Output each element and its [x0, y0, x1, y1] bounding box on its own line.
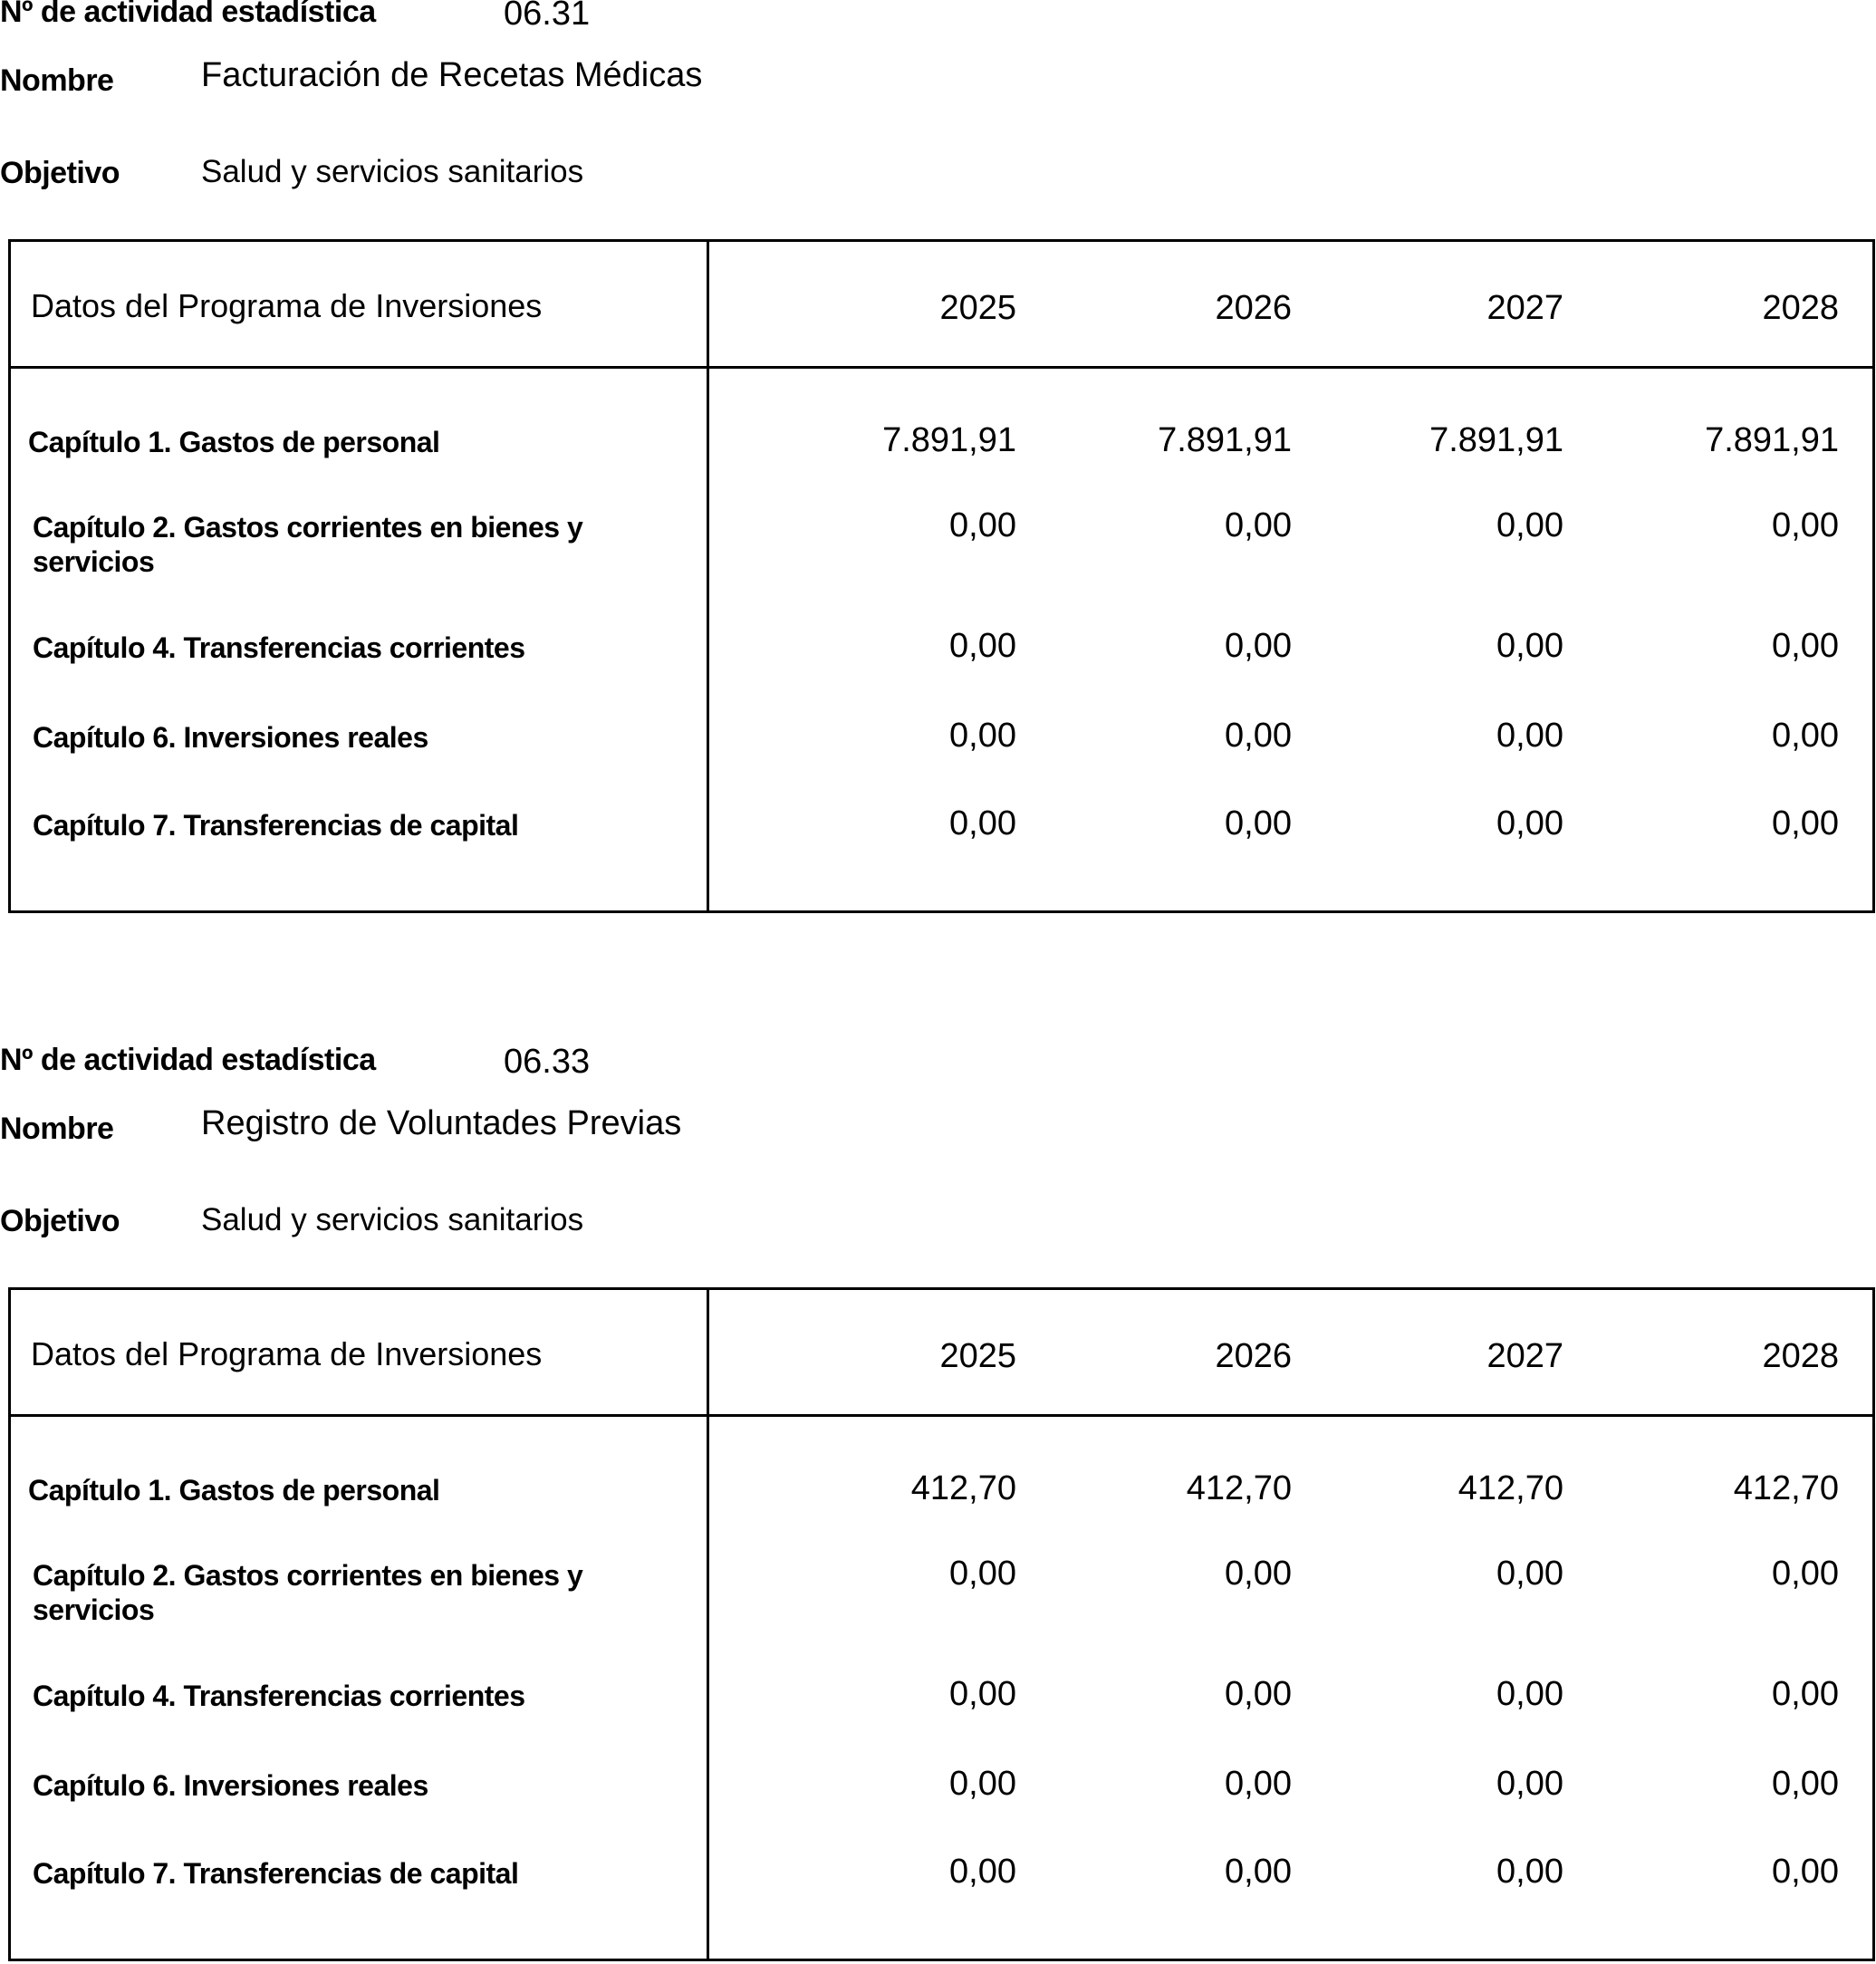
row-value: 0,00 [1496, 1555, 1563, 1593]
row-label: Capítulo 7. Transferencias de capital [33, 809, 519, 842]
table-header-title: Datos del Programa de Inversiones [31, 1335, 543, 1372]
name-value: Facturación de Recetas Médicas [201, 56, 703, 94]
row-label: Capítulo 7. Transferencias de capital [33, 1857, 519, 1890]
row-value: 0,00 [1225, 506, 1292, 544]
objective-value: Salud y servicios sanitarios [201, 154, 584, 189]
table-row [11, 1675, 1872, 1729]
name-value: Registro de Voluntades Previas [201, 1104, 682, 1142]
row-value: 0,00 [949, 1765, 1016, 1803]
row-label: Capítulo 1. Gastos de personal [28, 426, 440, 458]
row-value: 0,00 [1772, 1765, 1839, 1803]
table-row [11, 804, 1872, 859]
table-row [11, 717, 1872, 771]
year-header: 2028 [1762, 1337, 1839, 1375]
row-value: 7.891,91 [882, 421, 1016, 459]
row-value: 412,70 [910, 1469, 1016, 1507]
row-value: 0,00 [949, 627, 1016, 665]
table-row [11, 1555, 1872, 1626]
row-value: 0,00 [1772, 627, 1839, 665]
row-value: 412,70 [1733, 1469, 1839, 1507]
table-row [11, 627, 1872, 681]
activity-number-label: Nº de actividad estadística [0, 0, 376, 29]
row-value: 0,00 [1496, 1853, 1563, 1891]
table-row [11, 421, 1872, 476]
row-label: Capítulo 4. Transferencias corrientes [33, 631, 525, 664]
row-value: 7.891,91 [1158, 421, 1292, 459]
year-header: 2027 [1486, 289, 1563, 327]
activity-number-value: 06.31 [504, 0, 591, 33]
row-value: 0,00 [949, 804, 1016, 842]
row-value: 0,00 [1772, 1675, 1839, 1713]
activity-number-label: Nº de actividad estadística [0, 1043, 376, 1077]
activity-number-value: 06.33 [504, 1043, 591, 1081]
activity-section [0, 0, 1876, 915]
year-header: 2027 [1486, 1337, 1563, 1375]
row-value: 0,00 [1496, 1765, 1563, 1803]
row-value: 0,00 [1225, 1853, 1292, 1891]
row-value: 0,00 [1772, 1853, 1839, 1891]
row-value: 0,00 [1225, 627, 1292, 665]
row-value: 0,00 [1225, 1675, 1292, 1713]
row-value: 0,00 [1772, 1555, 1839, 1593]
objective-label: Objetivo [0, 1204, 120, 1238]
row-label: Capítulo 2. Gastos corrientes en bienes y servicios [33, 511, 583, 578]
row-value: 0,00 [1496, 1675, 1563, 1713]
header-divider [11, 366, 1872, 369]
row-label: Capítulo 6. Inversiones reales [33, 721, 428, 754]
row-value: 0,00 [949, 1555, 1016, 1593]
name-label: Nombre [0, 1112, 114, 1146]
row-value: 0,00 [949, 506, 1016, 544]
year-header: 2025 [939, 289, 1016, 327]
investment-table [8, 1287, 1875, 1961]
row-value: 0,00 [1225, 1555, 1292, 1593]
row-value: 7.891,91 [1705, 421, 1839, 459]
row-value: 0,00 [1496, 506, 1563, 544]
row-value: 0,00 [1772, 506, 1839, 544]
row-value: 0,00 [1225, 804, 1292, 842]
row-value: 0,00 [949, 1853, 1016, 1891]
header-divider [11, 1414, 1872, 1417]
row-value: 7.891,91 [1429, 421, 1563, 459]
table-row [11, 1853, 1872, 1907]
year-header: 2025 [939, 1337, 1016, 1375]
row-value: 0,00 [1225, 717, 1292, 755]
row-value: 0,00 [1496, 804, 1563, 842]
row-value: 0,00 [1772, 717, 1839, 755]
row-value: 412,70 [1458, 1469, 1563, 1507]
table-header-title: Datos del Programa de Inversiones [31, 287, 543, 324]
row-value: 0,00 [1496, 627, 1563, 665]
year-header: 2026 [1215, 1337, 1292, 1375]
year-header: 2028 [1762, 289, 1839, 327]
row-value: 0,00 [1496, 717, 1563, 755]
row-value: 0,00 [1772, 804, 1839, 842]
row-value: 0,00 [949, 1675, 1016, 1713]
year-header: 2026 [1215, 289, 1292, 327]
activity-section [0, 1043, 1876, 1963]
name-label: Nombre [0, 63, 114, 98]
table-row [11, 506, 1872, 578]
row-label: Capítulo 4. Transferencias corrientes [33, 1680, 525, 1712]
table-row [11, 1765, 1872, 1819]
row-label: Capítulo 1. Gastos de personal [28, 1474, 440, 1507]
row-value: 412,70 [1186, 1469, 1292, 1507]
investment-table [8, 239, 1875, 913]
row-value: 0,00 [1225, 1765, 1292, 1803]
row-label: Capítulo 6. Inversiones reales [33, 1769, 428, 1802]
row-value: 0,00 [949, 717, 1016, 755]
row-label: Capítulo 2. Gastos corrientes en bienes y servicios [33, 1559, 583, 1626]
table-row [11, 1469, 1872, 1524]
objective-value: Salud y servicios sanitarios [201, 1202, 584, 1237]
objective-label: Objetivo [0, 156, 120, 190]
